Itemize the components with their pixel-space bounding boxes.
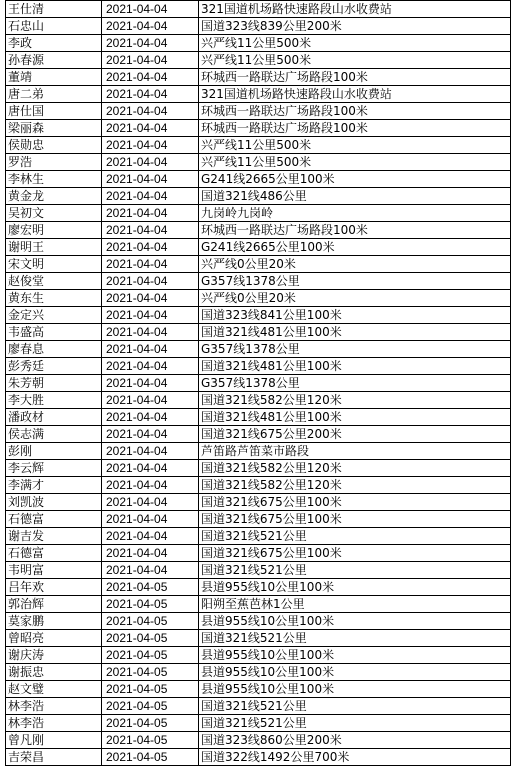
name-cell[interactable]: 石忠山 xyxy=(6,18,102,35)
name-cell[interactable]: 刘凯波 xyxy=(6,494,102,511)
date-cell[interactable]: 2021-04-04 xyxy=(102,1,199,18)
date-cell[interactable]: 2021-04-04 xyxy=(102,256,199,273)
name-cell[interactable]: 李林生 xyxy=(6,171,102,188)
date-cell[interactable]: 2021-04-05 xyxy=(102,664,199,681)
table-row xyxy=(6,409,511,426)
location-cell[interactable]: 县道955线10公里100米 xyxy=(199,647,511,664)
date-cell[interactable]: 2021-04-05 xyxy=(102,596,199,613)
date-cell[interactable]: 2021-04-05 xyxy=(102,749,199,766)
location-cell[interactable]: 国道323线841公里100米 xyxy=(199,307,511,324)
date-cell[interactable]: 2021-04-05 xyxy=(102,647,199,664)
date-cell[interactable]: 2021-04-05 xyxy=(102,698,199,715)
records-table-body xyxy=(6,1,511,766)
name-cell[interactable]: 谢振忠 xyxy=(6,664,102,681)
location-cell[interactable]: 环城西一路联达广场路段100米 xyxy=(199,103,511,120)
name-cell[interactable]: 彭秀廷 xyxy=(6,358,102,375)
table-row xyxy=(6,375,511,392)
date-cell[interactable]: 2021-04-04 xyxy=(102,35,199,52)
name-cell[interactable]: 黄金龙 xyxy=(6,188,102,205)
location-cell[interactable]: 国道321线582公里120米 xyxy=(199,477,511,494)
table-row xyxy=(6,205,511,222)
date-cell[interactable]: 2021-04-04 xyxy=(102,545,199,562)
date-cell[interactable]: 2021-04-04 xyxy=(102,205,199,222)
table-row xyxy=(6,613,511,630)
table-row xyxy=(6,681,511,698)
table-row xyxy=(6,715,511,732)
date-cell[interactable]: 2021-04-04 xyxy=(102,120,199,137)
name-cell[interactable]: 孙春源 xyxy=(6,52,102,69)
name-cell[interactable]: 吴初文 xyxy=(6,205,102,222)
table-row xyxy=(6,664,511,681)
name-cell[interactable]: 赵文璧 xyxy=(6,681,102,698)
location-cell[interactable]: 国道321线582公里120米 xyxy=(199,392,511,409)
date-cell[interactable]: 2021-04-04 xyxy=(102,239,199,256)
date-cell[interactable]: 2021-04-04 xyxy=(102,103,199,120)
location-cell[interactable]: 国道323线839公里200米 xyxy=(199,18,511,35)
table-row xyxy=(6,698,511,715)
location-cell[interactable]: G241线2665公里100米 xyxy=(199,239,511,256)
date-cell[interactable]: 2021-04-04 xyxy=(102,460,199,477)
date-cell[interactable]: 2021-04-04 xyxy=(102,86,199,103)
name-cell[interactable]: 廖春息 xyxy=(6,341,102,358)
name-cell[interactable]: 董靖 xyxy=(6,69,102,86)
name-cell[interactable]: 莫家鹏 xyxy=(6,613,102,630)
location-cell[interactable]: 兴严线11公里500米 xyxy=(199,35,511,52)
table-row xyxy=(6,392,511,409)
table-row xyxy=(6,222,511,239)
name-cell[interactable]: 李大胜 xyxy=(6,392,102,409)
date-cell[interactable]: 2021-04-04 xyxy=(102,154,199,171)
date-cell[interactable]: 2021-04-04 xyxy=(102,273,199,290)
records-table xyxy=(5,0,511,766)
table-row xyxy=(6,290,511,307)
name-cell[interactable]: 唐二弟 xyxy=(6,86,102,103)
name-cell[interactable]: 李满才 xyxy=(6,477,102,494)
table-row xyxy=(6,443,511,460)
table-row xyxy=(6,749,511,766)
table-row xyxy=(6,341,511,358)
location-cell[interactable]: 县道955线10公里100米 xyxy=(199,613,511,630)
table-row xyxy=(6,120,511,137)
location-cell[interactable]: 国道321线481公里100米 xyxy=(199,324,511,341)
location-cell[interactable]: 兴严线0公里20米 xyxy=(199,290,511,307)
location-cell[interactable]: G357线1378公里 xyxy=(199,273,511,290)
date-cell[interactable]: 2021-04-04 xyxy=(102,375,199,392)
table-row xyxy=(6,239,511,256)
date-cell[interactable]: 2021-04-04 xyxy=(102,290,199,307)
name-cell[interactable]: 唐仕国 xyxy=(6,103,102,120)
date-cell[interactable]: 2021-04-04 xyxy=(102,562,199,579)
location-cell[interactable]: 国道321线675公里100米 xyxy=(199,494,511,511)
date-cell[interactable]: 2021-04-04 xyxy=(102,341,199,358)
location-cell[interactable]: 国道323线860公里200米 xyxy=(199,732,511,749)
name-cell[interactable]: 郭治辉 xyxy=(6,596,102,613)
location-cell[interactable]: 国道321线675公里100米 xyxy=(199,545,511,562)
table-row xyxy=(6,460,511,477)
location-cell[interactable]: 国道321线521公里 xyxy=(199,698,511,715)
location-cell[interactable]: 兴严线11公里500米 xyxy=(199,52,511,69)
location-cell[interactable]: 九岗岭九岗岭 xyxy=(199,205,511,222)
table-row xyxy=(6,511,511,528)
table-row xyxy=(6,647,511,664)
name-cell[interactable]: 谢吉发 xyxy=(6,528,102,545)
table-row xyxy=(6,477,511,494)
location-cell[interactable]: 321国道机场路快速路段山水收费站 xyxy=(199,86,511,103)
table-row xyxy=(6,579,511,596)
name-cell[interactable]: 谢庆涛 xyxy=(6,647,102,664)
name-cell[interactable]: 李政 xyxy=(6,35,102,52)
name-cell[interactable]: 韦明富 xyxy=(6,562,102,579)
location-cell[interactable]: 环城西一路联达广场路段100米 xyxy=(199,69,511,86)
location-cell[interactable]: 县道955线10公里100米 xyxy=(199,579,511,596)
date-cell[interactable]: 2021-04-04 xyxy=(102,494,199,511)
table-row xyxy=(6,86,511,103)
table-row xyxy=(6,324,511,341)
date-cell[interactable]: 2021-04-04 xyxy=(102,358,199,375)
name-cell[interactable]: 曾凡刚 xyxy=(6,732,102,749)
location-cell[interactable]: 321国道机场路快速路段山水收费站 xyxy=(199,1,511,18)
table-row xyxy=(6,545,511,562)
date-cell[interactable]: 2021-04-05 xyxy=(102,681,199,698)
location-cell[interactable]: 环城西一路联达广场路段100米 xyxy=(199,120,511,137)
date-cell[interactable]: 2021-04-04 xyxy=(102,52,199,69)
location-cell[interactable]: 国道321线521公里 xyxy=(199,630,511,647)
table-row xyxy=(6,630,511,647)
location-cell[interactable]: 国道321线675公里100米 xyxy=(199,511,511,528)
date-cell[interactable]: 2021-04-04 xyxy=(102,171,199,188)
name-cell[interactable]: 石德富 xyxy=(6,511,102,528)
table-row xyxy=(6,426,511,443)
table-row xyxy=(6,256,511,273)
location-cell[interactable]: 芦笛路芦笛菜市路段 xyxy=(199,443,511,460)
date-cell[interactable]: 2021-04-04 xyxy=(102,511,199,528)
table-row xyxy=(6,154,511,171)
location-cell[interactable]: 国道321线675公里200米 xyxy=(199,426,511,443)
name-cell[interactable]: 廖宏明 xyxy=(6,222,102,239)
location-cell[interactable]: 县道955线10公里100米 xyxy=(199,664,511,681)
table-row xyxy=(6,52,511,69)
date-cell[interactable]: 2021-04-04 xyxy=(102,307,199,324)
date-cell[interactable]: 2021-04-04 xyxy=(102,18,199,35)
name-cell[interactable]: 韦盛高 xyxy=(6,324,102,341)
table-row xyxy=(6,732,511,749)
table-row xyxy=(6,18,511,35)
name-cell[interactable]: 赵俊堂 xyxy=(6,273,102,290)
location-cell[interactable]: 兴严线11公里500米 xyxy=(199,154,511,171)
location-cell[interactable]: 阳朔至蕉芭林1公里 xyxy=(199,596,511,613)
name-cell[interactable]: 朱芳朝 xyxy=(6,375,102,392)
name-cell[interactable]: 梁丽森 xyxy=(6,120,102,137)
location-cell[interactable]: 国道321线582公里120米 xyxy=(199,460,511,477)
date-cell[interactable]: 2021-04-04 xyxy=(102,188,199,205)
date-cell[interactable]: 2021-04-05 xyxy=(102,732,199,749)
location-cell[interactable]: 兴严线11公里500米 xyxy=(199,137,511,154)
table-row xyxy=(6,358,511,375)
location-cell[interactable]: 县道955线10公里100米 xyxy=(199,681,511,698)
table-row xyxy=(6,596,511,613)
date-cell[interactable]: 2021-04-04 xyxy=(102,409,199,426)
date-cell[interactable]: 2021-04-04 xyxy=(102,69,199,86)
table-row xyxy=(6,528,511,545)
location-cell[interactable]: G241线2665公里100米 xyxy=(199,171,511,188)
table-row xyxy=(6,69,511,86)
date-cell[interactable]: 2021-04-04 xyxy=(102,426,199,443)
location-cell[interactable]: 兴严线0公里20米 xyxy=(199,256,511,273)
name-cell[interactable]: 宋文明 xyxy=(6,256,102,273)
date-cell[interactable]: 2021-04-04 xyxy=(102,392,199,409)
location-cell[interactable]: 国道321线521公里 xyxy=(199,715,511,732)
name-cell[interactable]: 彭刚 xyxy=(6,443,102,460)
date-cell[interactable]: 2021-04-04 xyxy=(102,443,199,460)
table-row xyxy=(6,171,511,188)
table-row xyxy=(6,307,511,324)
name-cell[interactable]: 谢明王 xyxy=(6,239,102,256)
name-cell[interactable]: 曾昭亮 xyxy=(6,630,102,647)
location-cell[interactable]: 国道321线521公里 xyxy=(199,562,511,579)
name-cell[interactable]: 黄东生 xyxy=(6,290,102,307)
date-cell[interactable]: 2021-04-04 xyxy=(102,528,199,545)
table-row xyxy=(6,1,511,18)
name-cell[interactable]: 侯志满 xyxy=(6,426,102,443)
location-cell[interactable]: 环城西一路联达广场路段100米 xyxy=(199,222,511,239)
date-cell[interactable]: 2021-04-05 xyxy=(102,613,199,630)
table-row xyxy=(6,188,511,205)
name-cell[interactable]: 罗浩 xyxy=(6,154,102,171)
name-cell[interactable]: 潘政材 xyxy=(6,409,102,426)
name-cell[interactable]: 侯勋忠 xyxy=(6,137,102,154)
name-cell[interactable]: 李云辉 xyxy=(6,460,102,477)
name-cell[interactable]: 林李浩 xyxy=(6,715,102,732)
date-cell[interactable]: 2021-04-04 xyxy=(102,324,199,341)
table-row xyxy=(6,137,511,154)
name-cell[interactable]: 林李浩 xyxy=(6,698,102,715)
name-cell[interactable]: 金定兴 xyxy=(6,307,102,324)
location-cell[interactable]: 国道322线1492公里700米 xyxy=(199,749,511,766)
table-row xyxy=(6,35,511,52)
table-row xyxy=(6,103,511,120)
name-cell[interactable]: 石德富 xyxy=(6,545,102,562)
name-cell[interactable]: 吉荣昌 xyxy=(6,749,102,766)
date-cell[interactable]: 2021-04-04 xyxy=(102,222,199,239)
location-cell[interactable]: G357线1378公里 xyxy=(199,375,511,392)
location-cell[interactable]: 国道321线521公里 xyxy=(199,528,511,545)
date-cell[interactable]: 2021-04-04 xyxy=(102,477,199,494)
date-cell[interactable]: 2021-04-04 xyxy=(102,137,199,154)
table-row xyxy=(6,494,511,511)
name-cell[interactable]: 王仕清 xyxy=(6,1,102,18)
name-cell[interactable]: 吕年欢 xyxy=(6,579,102,596)
location-cell[interactable]: G357线1378公里 xyxy=(199,341,511,358)
date-cell[interactable]: 2021-04-05 xyxy=(102,630,199,647)
location-cell[interactable]: 国道321线486公里 xyxy=(199,188,511,205)
table-row xyxy=(6,273,511,290)
location-cell[interactable]: 国道321线481公里100米 xyxy=(199,358,511,375)
location-cell[interactable]: 国道321线481公里100米 xyxy=(199,409,511,426)
table-row xyxy=(6,562,511,579)
date-cell[interactable]: 2021-04-05 xyxy=(102,715,199,732)
date-cell[interactable]: 2021-04-05 xyxy=(102,579,199,596)
